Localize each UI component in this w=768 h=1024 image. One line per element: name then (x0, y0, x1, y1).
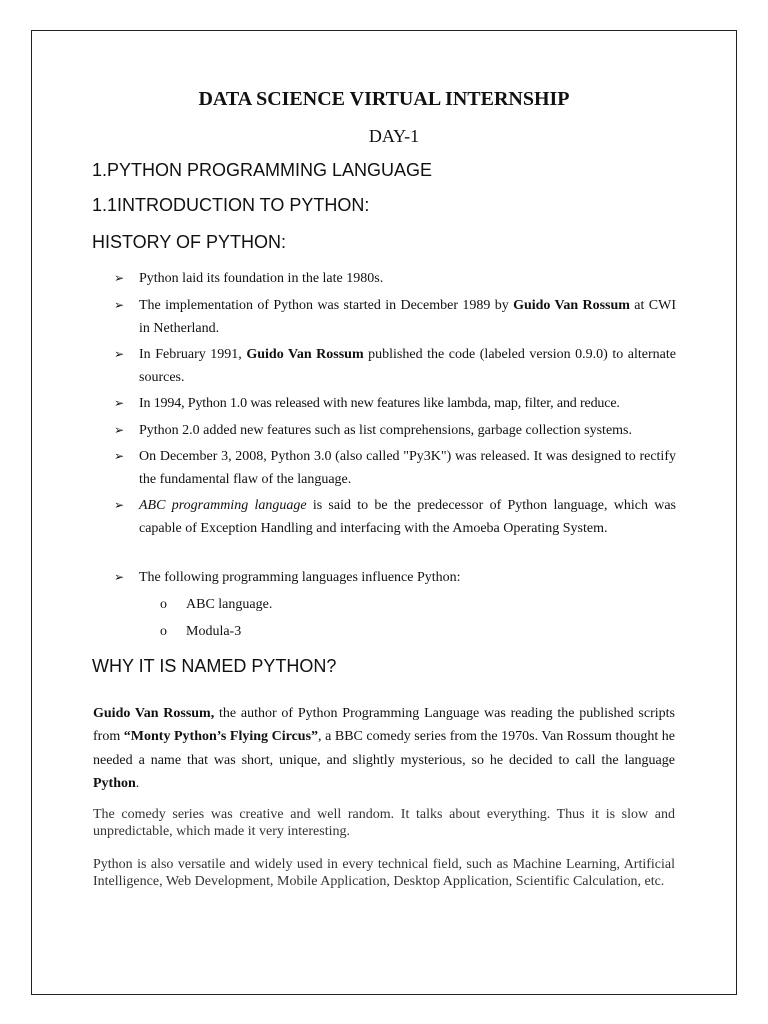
arrow-bullet-icon: ➢ (114, 449, 125, 463)
history-bullet: ➢ In 1994, Python 1.0 was released with new features like lambda, map, filter, and reduce. (114, 392, 676, 415)
arrow-bullet-icon: ➢ (114, 396, 125, 410)
arrow-bullet-icon: ➢ (114, 570, 125, 584)
history-bullet: ➢ On December 3, 2008, Python 3.0 (also called "Py3K") was released. It was designed to rectify the fundamental flaw of the language. (114, 445, 676, 491)
arrow-bullet-icon: ➢ (114, 271, 125, 285)
arrow-bullet-icon: ➢ (114, 498, 125, 512)
arrow-bullet-icon: ➢ (114, 298, 125, 312)
history-bullet: ➢ ABC programming language is said to be the predecessor of Python language, which was capable of Exception Handling and interfacing with the Amoeba Operating System. (114, 494, 676, 540)
influence-sub-bullet: o Modula-3 (160, 620, 241, 643)
history-bullet: ➢ The implementation of Python was started in December 1989 by Guido Van Rossum at CWI in Netherland. (114, 294, 676, 340)
history-bullet: ➢ In February 1991, Guido Van Rossum published the code (labeled version 0.9.0) to alternate sources. (114, 343, 676, 389)
history-bullet: ➢ The following programming languages influence Python: (114, 566, 676, 589)
influence-sub-bullet: o ABC language. (160, 593, 272, 616)
arrow-bullet-icon: ➢ (114, 423, 125, 437)
circle-bullet-icon: o (160, 597, 167, 612)
heading-why-named-python: WHY IT IS NAMED PYTHON? (92, 656, 337, 676)
paragraph-naming-origin: Guido Van Rossum, the author of Python Programming Language was reading the published scripts from “Monty Python’s Flying Circus”, a BBC comedy series from the 1970s. Van Rossum thought he needed a name that was short, unique, and slightly mysterious, so he decided to call the language Python. (93, 706, 675, 791)
heading-introduction-to-python: 1.1INTRODUCTION TO PYTHON: (92, 195, 370, 215)
history-bullet: ➢ Python 2.0 added new features such as list comprehensions, garbage collection systems. (114, 419, 676, 442)
paragraph-python-versatility: Python is also versatile and widely used in every technical field, such as Machine Learning, Artificial Intelligence, Web Development, Mobile Application, Desktop Application, Scientific Calculation, etc. (93, 857, 675, 889)
arrow-bullet-icon: ➢ (114, 347, 125, 361)
heading-history-of-python: HISTORY OF PYTHON: (92, 232, 287, 252)
history-bullet: ➢ Python laid its foundation in the late 1980s. (114, 267, 676, 290)
circle-bullet-icon: o (160, 624, 167, 639)
paragraph-comedy-series: The comedy series was creative and well random. It talks about everything. Thus it is slow and unpredictable, which made it very interesting. (93, 807, 675, 839)
heading-python-programming-language: 1.PYTHON PROGRAMMING LANGUAGE (92, 160, 433, 180)
day-label: DAY-1 (368, 126, 420, 146)
document-title: DATA SCIENCE VIRTUAL INTERNSHIP (198, 88, 570, 110)
